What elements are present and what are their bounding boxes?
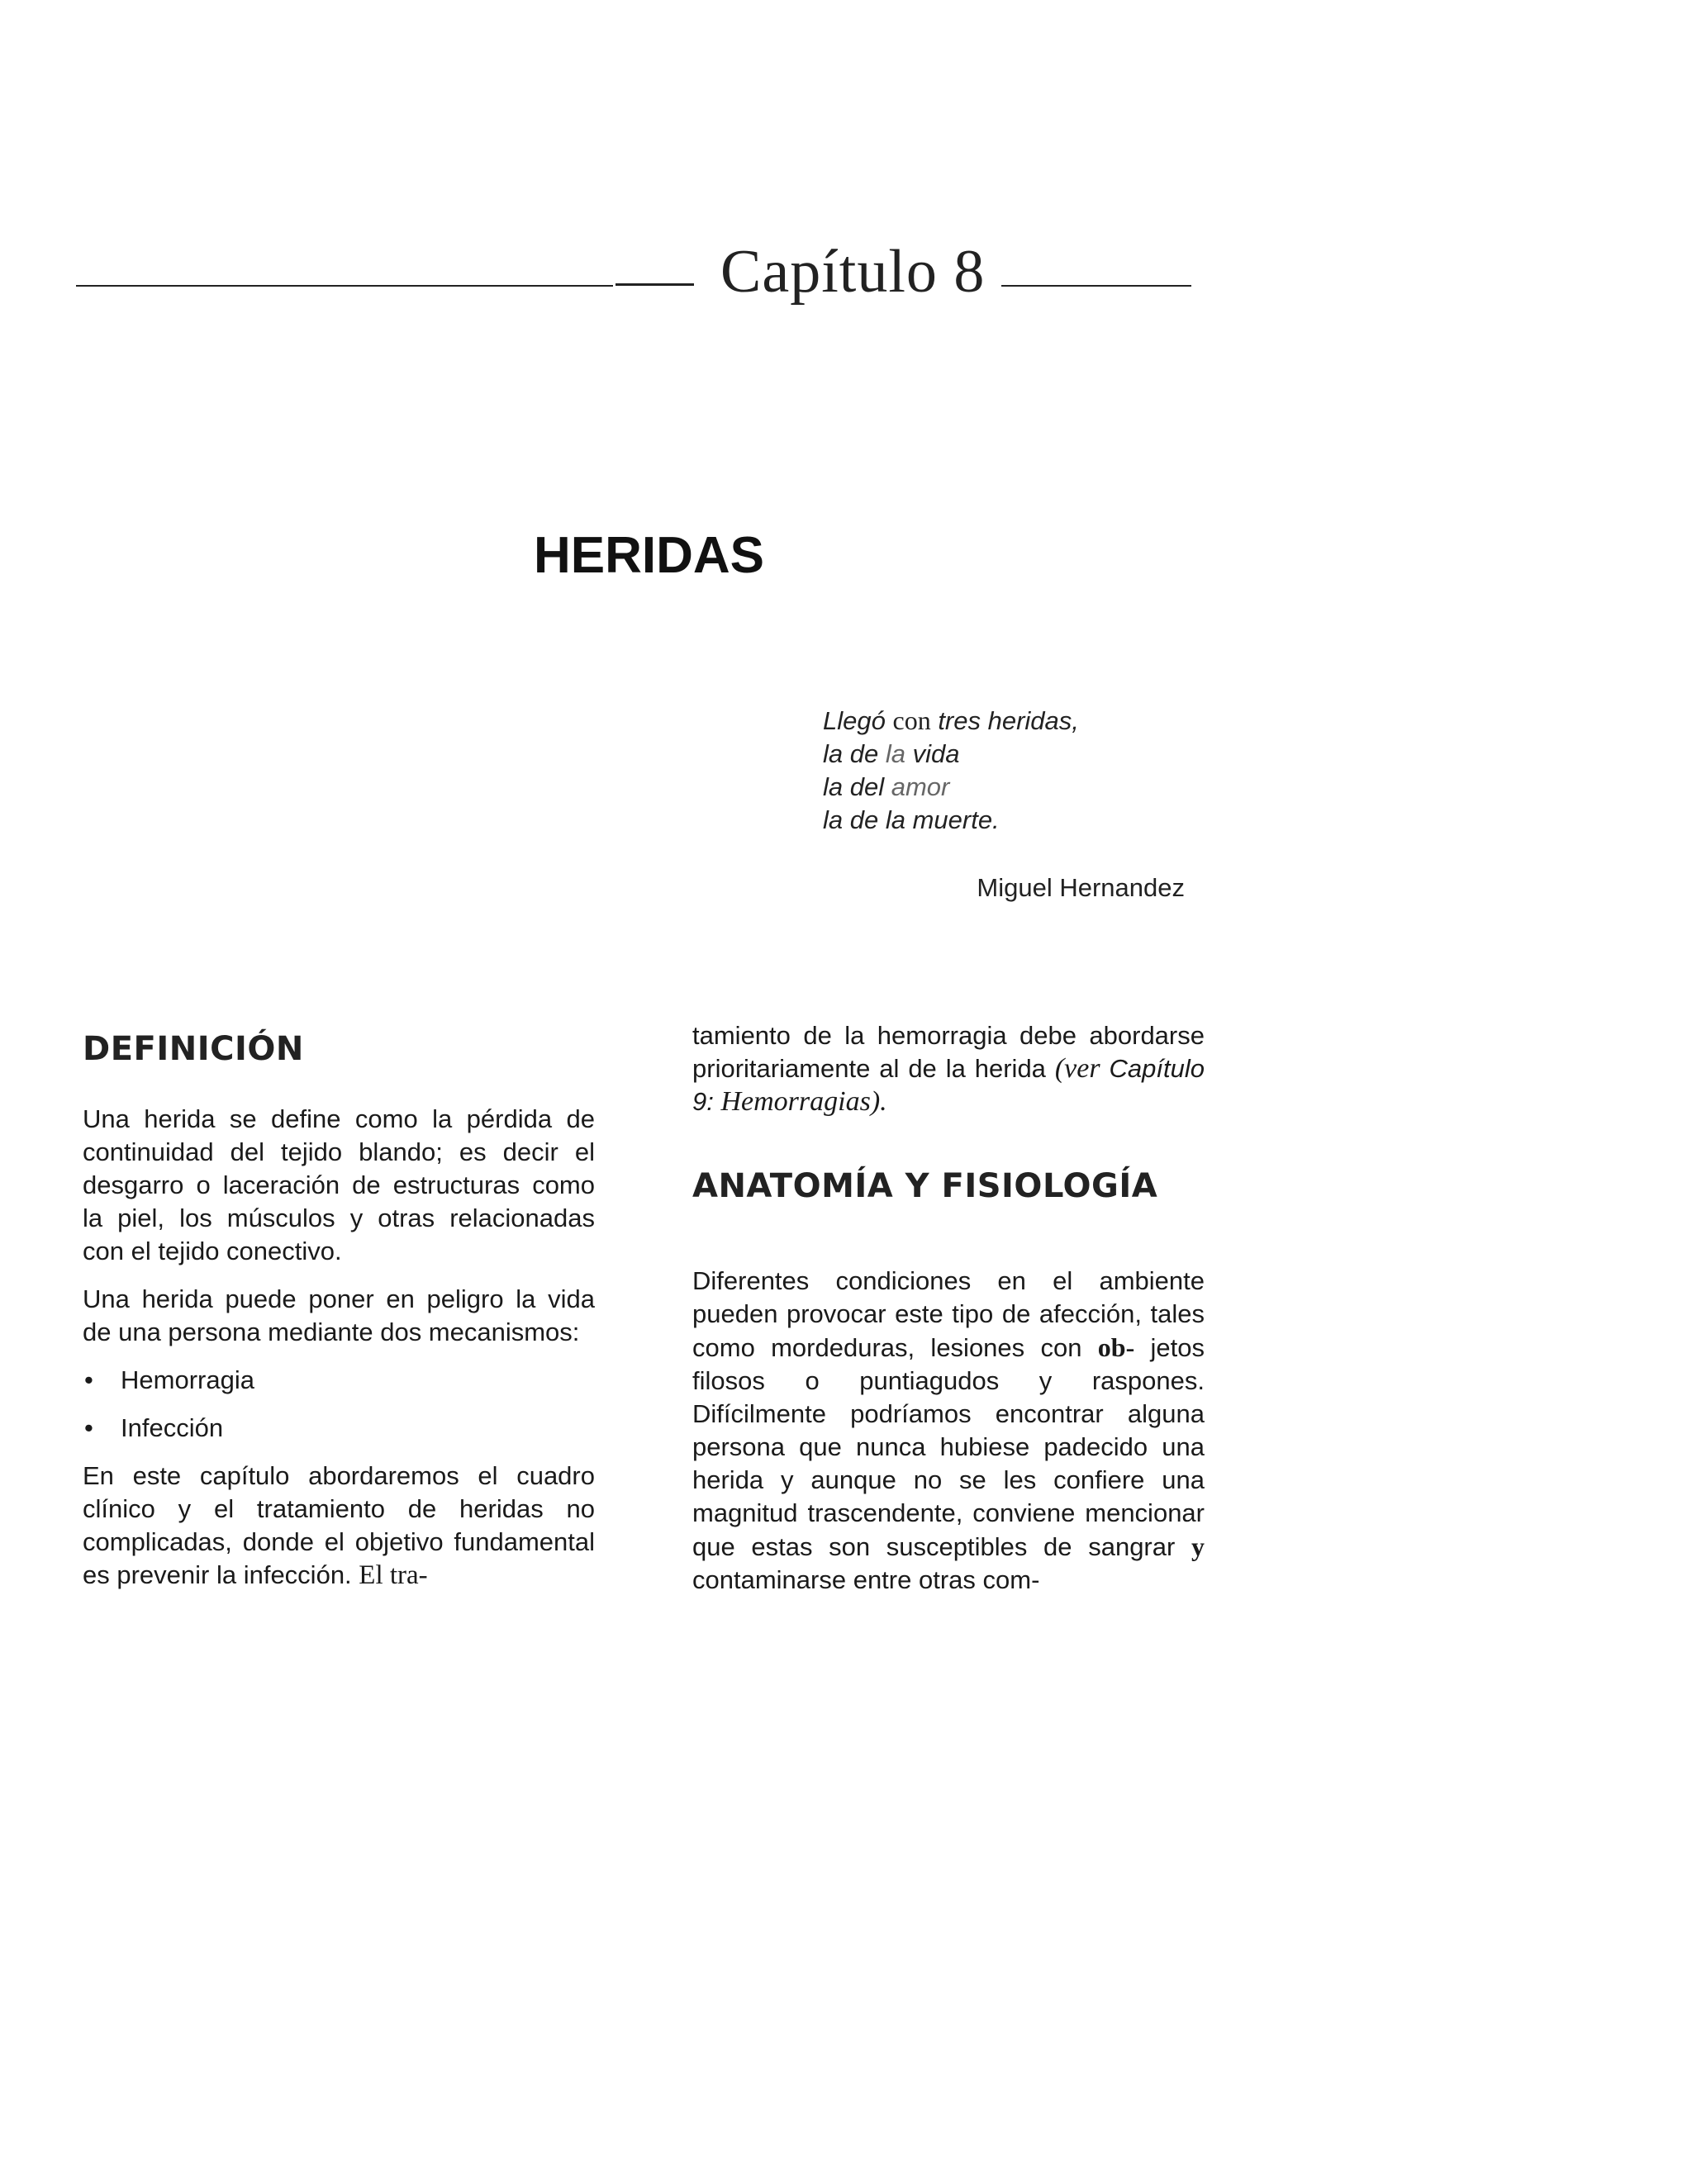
anatomia-paragraph-1-d: y [1191,1531,1205,1561]
left-column [83,1023,595,1607]
chapter-label: Capítulo 8 [720,238,986,306]
epigraph [823,704,1079,837]
epigraph-line-2-a: la de [823,739,879,768]
chapter-rule-left [76,285,613,287]
section-heading-anatomia: ANATOMÍA Y FISIOLOGÍA [692,1167,1158,1205]
anatomia-paragraph-1-e: contaminarse entre otras com- [692,1565,1040,1594]
list-item-label: Infección [121,1413,224,1442]
chapter-rule-right [1001,285,1191,287]
definicion-paragraph-1: Una herida se define como la pérdida de continuidad del tejido blando; es decir el desgarro o laceración de estructuras como la piel, los músculos y otras relacionadas con el tejido conectivo. [83,1104,595,1265]
page-title: HERIDAS [534,526,765,584]
epigraph-author: Miguel Hernandez [977,873,1185,902]
right-column [692,1019,1205,1612]
anatomia-paragraph-1-a: Diferentes condiciones en el ambiente pueden provocar este tipo de afección, tales como mordeduras, lesiones con [692,1266,1205,1362]
epigraph-line-1-c: tres heridas, [938,706,1079,735]
definicion-paragraph-3 [83,1460,595,1592]
chapter-reference-title: Hemorragias). [720,1086,887,1117]
epigraph-line-2-c: vida [912,739,960,768]
definicion-paragraph-3-continuation: El tra- [359,1560,428,1590]
continuation-paragraph [692,1019,1205,1118]
chapter-rule-left-accent [615,283,694,286]
chapter-reference-open: (ver [1054,1053,1100,1084]
epigraph-line-3-b: amor [891,772,950,801]
continuation-paragraph-text: tamiento de la hemorragia debe abordarse prioritariamente al de la herida [692,1021,1205,1083]
definicion-paragraph-3-text: En este capítulo abordaremos el cuadro clínico y el tratamiento de heridas no complicadas, donde el objetivo fundamental es prevenir la infección. [83,1461,595,1589]
list-item [83,1412,595,1445]
list-item [83,1364,595,1397]
epigraph-line-1-b: con [892,705,931,735]
anatomia-paragraph-1-b: ob- [1097,1332,1135,1362]
section-heading-definicion: DEFINICIÓN [83,1030,304,1068]
epigraph-line-3-a: la del [823,772,885,801]
epigraph-line-4: la de la muerte. [823,805,1000,834]
epigraph-line-2 [823,738,1079,771]
mechanism-list [83,1364,595,1445]
chapter-reference-label: Capítulo 9: [692,1054,1205,1116]
anatomia-paragraph-1 [692,1265,1205,1597]
anatomia-paragraph-1-c: jetos filosos o puntiagudos y raspones. Difícilmente podríamos encontrar alguna persona que nunca hubiese padecido una herida y aunque no se les confiere una magnitud trascendente, conviene mencionar que estas son susceptibles de sangrar [692,1333,1205,1561]
list-item-label: Hemorragia [121,1365,254,1394]
epigraph-line-3 [823,771,1079,804]
epigraph-line-1 [823,704,1079,738]
bullet-icon: • [84,1413,93,1442]
bullet-icon: • [84,1365,93,1394]
epigraph-line-2-b: la [885,739,905,768]
definicion-paragraph-2: Una herida puede poner en peligro la vida de una persona mediante dos mecanismos: [83,1284,595,1346]
epigraph-line-1-a: Llegó [823,706,886,735]
